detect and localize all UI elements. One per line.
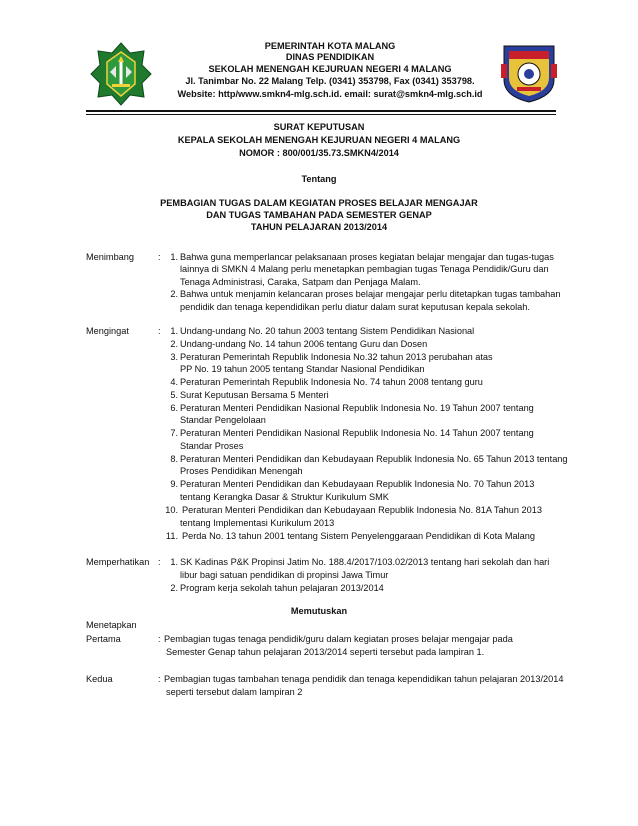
- mengingat-item-line: Surat Keputusan Bersama 5 Menteri: [180, 390, 329, 400]
- menimbang-item-number: 1.: [170, 252, 178, 262]
- mengingat-item-number: 10.: [165, 505, 178, 515]
- menetapkan-label: Menetapkan: [86, 620, 137, 630]
- memperhatikan-item-number: 1.: [170, 557, 178, 567]
- kedua-line: Pembagian tugas tambahan tenaga pendidik dan tenaga kependidikan tahun pelajaran 2013/2014: [164, 674, 564, 684]
- memperhatikan-item-line: Program kerja sekolah tahun pelajaran 2013/2014: [180, 583, 384, 593]
- letterhead-school-name: SEKOLAH MENENGAH KEJURUAN NEGERI 4 MALANG: [208, 64, 452, 74]
- decree-heading: SURAT KEPUTUSAN: [273, 122, 365, 132]
- menimbang-colon: :: [158, 252, 161, 262]
- mengingat-item-number: 9.: [170, 479, 178, 489]
- letterhead-rule-thin: [86, 114, 556, 115]
- pertama-colon: :: [158, 634, 161, 644]
- mengingat-item-number: 11.: [165, 531, 178, 541]
- mengingat-item-number: 7.: [170, 428, 178, 438]
- decree-subject-line1: PEMBAGIAN TUGAS DALAM KEGIATAN PROSES BELAJAR MENGAJAR: [160, 198, 478, 208]
- letterhead-government: PEMERINTAH KOTA MALANG: [264, 41, 396, 51]
- menimbang-item-number: 2.: [170, 289, 178, 299]
- mengingat-item-number: 6.: [170, 403, 178, 413]
- mengingat-item-line: PP No. 19 tahun 2005 tentang Standar Nasional Pendidikan: [180, 364, 425, 374]
- mengingat-item-line: Proses Pendidikan Menengah: [180, 466, 303, 476]
- mengingat-item-line: tentang Implementasi Kurikulum 2013: [180, 518, 335, 528]
- decree-subject-line2: DAN TUGAS TAMBAHAN PADA SEMESTER GENAP: [206, 210, 432, 220]
- mengingat-item-line: Undang-undang No. 14 tahun 2006 tentang Guru dan Dosen: [180, 339, 428, 349]
- malang-city-emblem-icon: [90, 42, 152, 106]
- memperhatikan-colon: :: [158, 557, 161, 567]
- decree-tentang: Tentang: [301, 174, 337, 184]
- kedua-label: Kedua: [86, 674, 113, 684]
- mengingat-item-line: Peraturan Menteri Pendidikan dan Kebudayaan Republik Indonesia No. 81A Tahun 2013: [182, 505, 542, 515]
- mengingat-item-number: 4.: [170, 377, 178, 387]
- menimbang-label: Menimbang: [86, 252, 135, 262]
- mengingat-item-line: Peraturan Menteri Pendidikan Nasional Republik Indonesia No. 19 Tahun 2007 tentang: [180, 403, 534, 413]
- decree-number: NOMOR : 800/001/35.73.SMKN4/2014: [239, 148, 399, 158]
- letterhead-department: DINAS PENDIDIKAN: [285, 52, 375, 62]
- memutuskan-heading: Memutuskan: [290, 606, 348, 616]
- letterhead-address: Jl. Tanimbar No. 22 Malang Telp. (0341) 353798, Fax (0341) 353798.: [185, 76, 475, 86]
- mengingat-colon: :: [158, 326, 161, 336]
- mengingat-label: Mengingat: [86, 326, 129, 336]
- mengingat-item-number: 1.: [170, 326, 178, 336]
- memperhatikan-item-number: 2.: [170, 583, 178, 593]
- mengingat-item-number: 3.: [170, 352, 178, 362]
- kedua-colon: :: [158, 674, 161, 684]
- mengingat-item-line: Peraturan Pemerintah Republik Indonesia No. 74 tahun 2008 tentang guru: [180, 377, 483, 387]
- letterhead-rule-thick: [86, 110, 556, 112]
- memperhatikan-item-line: SK Kadinas P&K Propinsi Jatim No. 188.4/2017/103.02/2013 tentang hari sekolah dan hari: [180, 557, 550, 567]
- menimbang-item-line: Tenaga Administrasi, Caraka, Satpam dan Penjaga Malam.: [180, 277, 421, 287]
- menimbang-item-line: lainnya di SMKN 4 Malang perlu menetapkan pembagian tugas Tenaga Pendidik/Guru dan: [180, 264, 549, 274]
- mengingat-item-line: Peraturan Pemerintah Republik Indonesia No.32 tahun 2013 perubahan atas: [180, 352, 493, 362]
- mengingat-item-line: Perda No. 13 tahun 2001 tentang Sistem Penyelenggaraan Pendidikan di Kota Malang: [182, 531, 535, 541]
- pertama-label: Pertama: [86, 634, 121, 644]
- memperhatikan-label: Memperhatikan: [86, 557, 150, 567]
- mengingat-item-line: Peraturan Menteri Pendidikan dan Kebudayaan Republik Indonesia No. 65 Tahun 2013 tentang: [180, 454, 568, 464]
- menimbang-item-line: Bahwa guna memperlancar pelaksanaan proses kegiatan belajar mengajar dan tugas-tugas: [180, 252, 554, 262]
- mengingat-item-line: Undang-undang No. 20 tahun 2003 tentang Sistem Pendidikan Nasional: [180, 326, 475, 336]
- pertama-line: Semester Genap tahun pelajaran 2013/2014 seperti tersebut pada lampiran 1.: [166, 647, 485, 657]
- mengingat-item-line: Standar Proses: [180, 441, 244, 451]
- decree-issuer: KEPALA SEKOLAH MENENGAH KEJURUAN NEGERI 4 MALANG: [177, 135, 461, 145]
- menimbang-item-line: pendidik dan tenaga kependidikan perlu diatur dalam surat keputusan kepala sekolah.: [180, 302, 530, 312]
- letterhead-website: Website: http/www.smkn4-mlg.sch.id. email: surat@smkn4-mlg.sch.id: [177, 89, 483, 99]
- mengingat-item-number: 5.: [170, 390, 178, 400]
- mengingat-item-line: Peraturan Menteri Pendidikan dan Kebudayaan Republik Indonesia No. 70 Tahun 2013: [180, 479, 535, 489]
- menimbang-item-line: Bahwa untuk menjamin kelancaran proses belajar mengajar perlu ditetapkan tugas tambahan: [180, 289, 561, 299]
- mengingat-item-line: Peraturan Menteri Pendidikan Nasional Republik Indonesia No. 14 Tahun 2007 tentang: [180, 428, 534, 438]
- kedua-line: seperti tersebut dalam lampiran 2: [166, 687, 303, 697]
- mengingat-item-number: 8.: [170, 454, 178, 464]
- mengingat-item-line: tentang Kerangka Dasar & Struktur Kurikulum SMK: [180, 492, 389, 502]
- mengingat-item-number: 2.: [170, 339, 178, 349]
- memperhatikan-item-line: libur bagi satuan pendidikan di propinsi Jawa Timur: [180, 570, 389, 580]
- pertama-line: Pembagian tugas tenaga pendidik/guru dalam kegiatan proses belajar mengajar pada: [164, 634, 513, 644]
- decree-subject-line3: TAHUN PELAJARAN 2013/2014: [250, 222, 388, 232]
- mengingat-item-line: Standar Pengelolaan: [180, 415, 266, 425]
